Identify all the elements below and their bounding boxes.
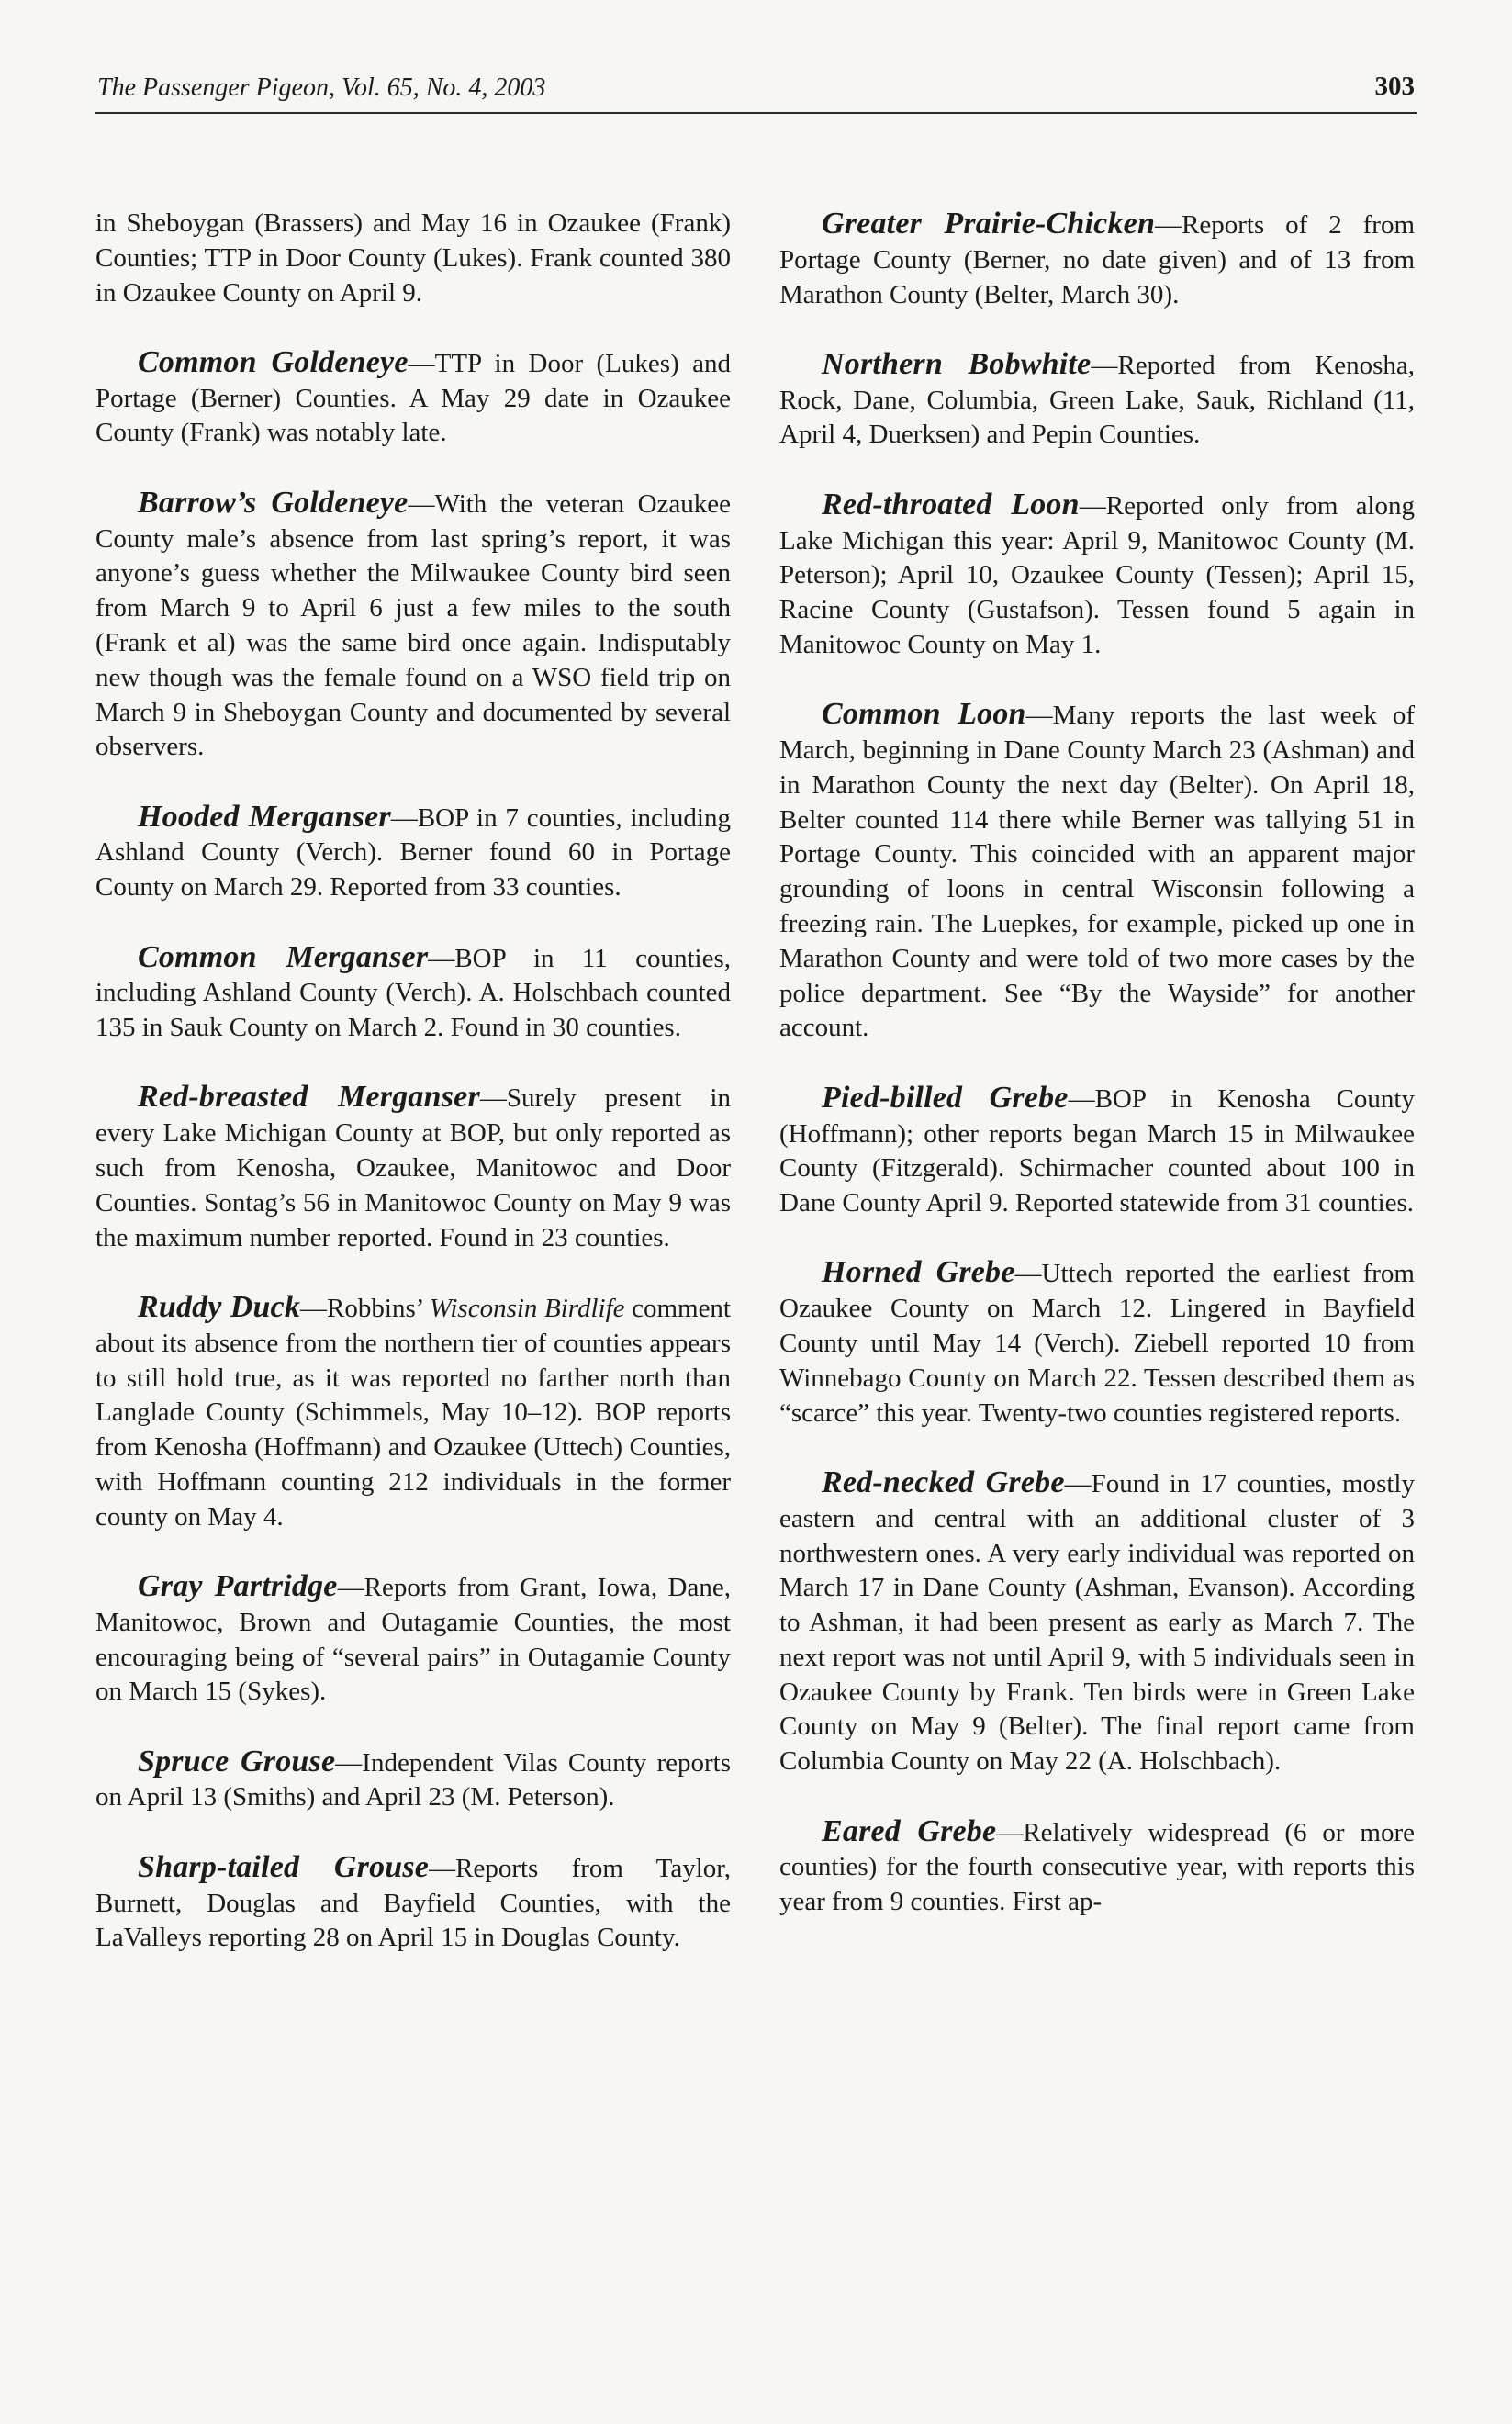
species-name: Greater Prairie-Chicken (822, 207, 1156, 241)
species-name: Barrow’s Goldeneye (138, 485, 409, 520)
species-entry (95, 1745, 731, 1816)
species-entry (779, 207, 1415, 312)
entry-text: —BOP in 7 counties, including Ashland County (Verch). Berner found 60 in Portage County on March 29. Reported from 33 counties. (95, 802, 731, 903)
species-name: Common Loon (822, 697, 1026, 732)
entry-text: in Sheboygan (Brassers) and May 16 in Ozaukee (Frank) Counties; TTP in Door County (Lukes). Frank counted 380 in Ozaukee County on April 9. (95, 208, 731, 308)
species-name: Red-necked Grebe (822, 1464, 1065, 1499)
species-entry (95, 1080, 731, 1255)
species-name: Common Merganser (138, 939, 429, 974)
entry-text: —Many reports the last week of March, beginning in Dane County March 23 (Ashman) and in Marathon County the next day (Belter). On April 18, Belter counted 114 there while Berner was tallying 51 in Portage County. This coincided with an apparent major grounding of loons in central Wisconsin following a freezing rain. The Luepkes, for example, picked up one in Marathon County and were told of two more cases by the police department. See “By the Wayside” for another account. (779, 701, 1416, 1043)
species-entry (95, 1850, 731, 1956)
entry-text: —Reports from Taylor, Burnett, Douglas and Bayfield Counties, with the LaValleys reporting 28 on April 15 in Douglas County. (95, 1853, 731, 1953)
species-entry (95, 486, 731, 765)
entry-text: —Surely present in every Lake Michigan County at BOP, but only reported as such from Kenosha, Ozaukee, Manitowoc and Door Counties. Sontag’s 56 in Manitowoc County on May 9 was the maximum number reported. Found in 23 counties. (95, 1083, 731, 1252)
species-name: Northern Bobwhite (822, 346, 1092, 381)
entry-text-lead: —Robbins’ (300, 1293, 430, 1323)
entry-text: —Reports of 2 from Portage County (Berner, no date given) and of 13 from Marathon County (Belter, March 30). (779, 210, 1416, 309)
entry-text: —Found in 17 counties, mostly eastern and central with an additional cluster of 3 northwestern ones. A very early individual was reported on March 17 in Dane County (Ashman, Evanson). According to Ashman, it had been present as early as March 7. The next report was not until April 9, with 5 individuals seen in Ozaukee County by Frank. Ten birds were in Green Lake County on May 9 (Belter). The final report came from Columbia County on May 22 (A. Holschbach). (779, 1468, 1415, 1777)
species-name: Red-throated Loon (822, 487, 1080, 522)
entry-text: —TTP in Door (Lukes) and Portage (Berner) Counties. A May 29 date in Ozaukee County (Frank) was notably late. (95, 348, 731, 448)
right-column (779, 207, 1415, 1954)
species-name: Spruce Grouse (138, 1744, 336, 1779)
species-name: Red-breasted Merganser (138, 1080, 480, 1115)
entry-text: —Relatively widespread (6 or more counties) for the fourth consecutive year, with reports this year from 9 counties. First ap- (779, 1817, 1415, 1917)
species-name: Gray Partridge (138, 1569, 338, 1603)
species-entry (95, 1290, 731, 1535)
species-name: Hooded Merganser (138, 799, 391, 834)
species-name: Pied-billed Grebe (822, 1080, 1069, 1115)
entry-text: —Uttech reported the earliest from Ozaukee County on March 12. Lingered in Bayfield County until May 14 (Verch). Ziebell reported 10 from Winnebago County on March 22. Tessen described them as “scarce” this year. Twenty-two counties registered reports. (779, 1259, 1415, 1428)
species-name: Ruddy Duck (138, 1289, 301, 1324)
species-entry (779, 1255, 1415, 1431)
entry-text: —BOP in Kenosha County (Hoffmann); other reports began March 15 in Milwaukee County (Fitzgerald). Schirmacher counted about 100 in Dane County April 9. Reported statewide from 31 counties. (779, 1083, 1415, 1218)
species-name: Sharp-tailed Grouse (138, 1849, 430, 1884)
species-entry (779, 1465, 1415, 1779)
entry-text: —BOP in 11 counties, including Ashland County (Verch). A. Holschbach counted 135 in Sauk County on March 2. Found in 30 counties. (95, 943, 731, 1043)
entry-text: comment about its absence from the northern tier of counties appears to still hold true, as it was reported no farther north than Langlade County (Schimmels, May 10–12). BOP reports from Kenosha (Hoffmann) and Ozaukee (Uttech) Counties, with Hoffmann counting 212 individuals in the former county on May 4. (95, 1293, 731, 1532)
species-name: Common Goldeneye (138, 344, 409, 379)
species-entry (95, 345, 731, 451)
species-entry (95, 800, 731, 905)
left-column (95, 207, 731, 1991)
entry-text: —Reports from Grant, Iowa, Dane, Manitowoc, Brown and Outagamie Counties, the most encouraging being of “several pairs” in Outagamie County on March 15 (Sykes). (95, 1573, 731, 1707)
species-entry (95, 940, 731, 1046)
entry-text: —Independent Vilas County reports on April 13 (Smiths) and April 23 (M. Peterson). (95, 1747, 731, 1812)
species-entry (779, 697, 1415, 1046)
entry-text: —With the veteran Ozaukee County male’s absence from last spring’s report, it was anyone’s guess whether the Milwaukee County bird seen from March 9 to April 6 just a few miles to the south (Frank et al) was the same bird once again. Indisputably new though was the female found on a WSO field trip on March 9 in Sheboygan County and documented by several observers. (95, 488, 731, 762)
book-title: Wisconsin Birdlife (429, 1293, 625, 1323)
species-entry (95, 207, 731, 310)
species-entry (95, 1569, 731, 1710)
species-entry (779, 347, 1415, 453)
species-name: Horned Grebe (822, 1255, 1015, 1290)
entry-text: —Reported from Kenosha, Rock, Dane, Columbia, Green Lake, Sauk, Richland (11, April 4, Duerksen) and Pepin Counties. (779, 350, 1415, 450)
running-header (95, 66, 1417, 114)
journal-title: The Passenger Pigeon, Vol. 65, No. 4, 2003 (97, 73, 546, 102)
page-number: 303 (1374, 72, 1415, 101)
species-entry (779, 1081, 1415, 1221)
species-name: Eared Grebe (822, 1813, 997, 1848)
species-entry (779, 488, 1415, 663)
species-entry (779, 1814, 1415, 1920)
entry-text: —Reported only from along Lake Michigan this year: April 9, Manitowoc County (M. Peterson); April 10, Ozaukee County (Tessen); April 15, Racine County (Gustafson). Tessen found 5 again in Manitowoc County on May 1. (779, 490, 1415, 659)
